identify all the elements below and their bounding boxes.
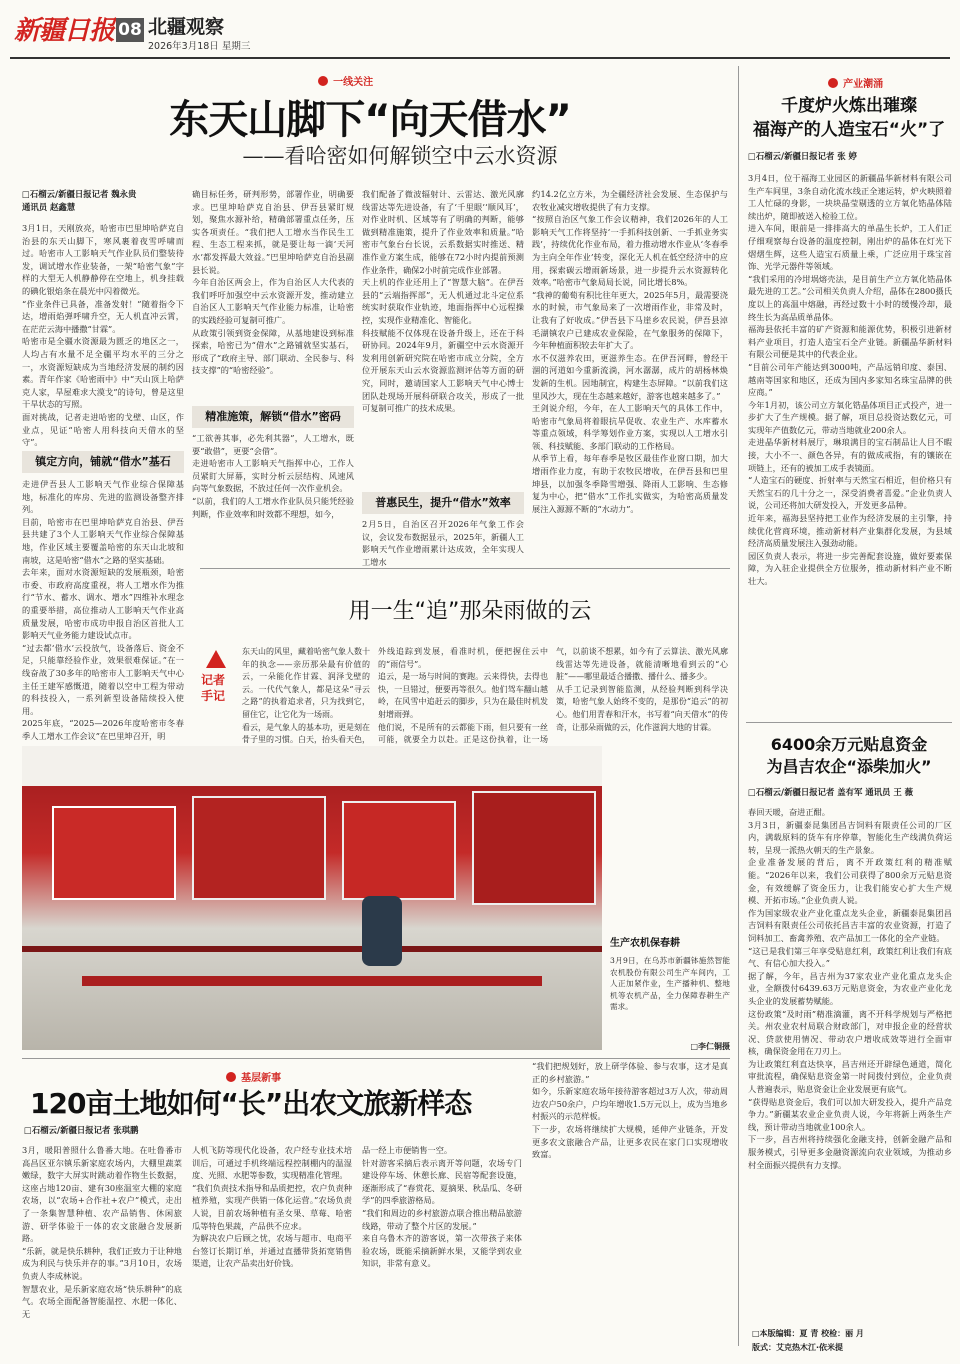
article1-tag [318,70,373,89]
article1-sub3-box [362,492,524,514]
article4-top-rule [22,1058,730,1059]
issue-date: 2026年3月18日 星期三 [148,41,251,52]
essay-col3: 气，以前谈不想累，如今有了云算法、激光风廓线雷达等先进设备，就能清晰地看到云的“心脏”——哪里最适合播撒、播什么、播多少。 从手工记录到智能监测，从经验判断到科学决策，哈密气象人始终不变的，是那份“追云”的初心。他们用青春和汗水，书写着“向天借水”的传奇，让那朵雨做的云，化作滋润大地的甘霖。 [556,647,728,732]
article3-body: 春回天暖，奋进正酣。 3月3日，新疆泰昆集团昌吉饲料有限责任公司的厂区内，满载原料的货车有序停靠，智能化生产线满负荷运转，呈现一派热火朝天的生产景象。 企业准备发展的背后，离不开政策红利的精准赋能。“2026年以来，我们公司获得了800余万元贴息资金，有效缓解了资金压力，让我们能安心扩大生产规模、开拓市场。”企业负责人说。 作为国家级农业产业化重点龙头企业，新疆泰昆集团昌吉饲料有限责任公司依托昌吉丰富的农业资源，打造了饲料加工、畜禽养殖、农产品加工一体化的全产业链。 “这已是我们第三年享受贴息红利，政策红利让我们有底气、有信心加大投入。” 据了解，今年，昌吉州为37家农业产业化重点龙头企业，全额拨付6439.63万元贴息资金，为农业产业化龙头企业的发展蓄势赋能。 这份政策“及时雨”精准滴灌，离不开科学规划与严格把关。州农业农村局联合财政部门，对申报企业的经营状况、贷款使用情况、带动农户增收成效等进行全面审核，确保资金用在刀刃上。 为让政策红利直达快享，昌吉州还开辟绿色通道，简化审批流程，确保贴息资金第一时间拨付到位，企业负责人普遍表示，贴息资金让企业发展更有底气。 “获得贴息资金后，我们可以加大研发投入，提升产品竞争力。”新疆某农业企业负责人说，今年将新上两条生产线，预计带动当地就业100余人。 下一步，昌吉州将持续强化金融支持，创新金融产品和服务模式，引导更多金融资源流向农业领域，为推动乡村全面振兴提供有力支撑。 [748,807,952,1170]
tag-dot-icon [226,1072,236,1082]
article1-col1: 3月1日，天刚放亮，哈密市巴里坤哈萨克自治县的东天山脚下，寒风裹着夜雪呼啸而过。哈密市人工影响天气作业队员们整装待发，调试增水作业装备，一架“哈密气象”字样的大型无人机静静停在空地上，机身挂载的碘化银焰条在晨光中闪着微光。 “作业条件已具备，准备发射！”随着指令下达，增雨焰弹呼啸升空，无人机直冲云霄，在茫茫云海中播撒“甘霖”。 哈密市是全疆水资源最为匮乏的地区之一，人均占有水量不足全疆平均水平的三分之一，水资源短缺成为当地经济发展的制约因素。青年作家《哈密雨中》中“天山顶上哈萨克人家，旱屋难求大漠戈”的诗句，曾是这里干旱状态的写照。 面对挑战，记者走进哈密的戈壁、山区，作业点，见证“哈密人用科技向天借水的坚守”。 [22,223,184,448]
essay-label-box [196,650,236,722]
essay-label: 记者手记 [200,673,225,703]
article1-col1b: 走进伊吾县人工影响天气作业综合保障基地，标准化的库房、先进的监测设备整齐排列。 目前，哈密市在巴里坤哈萨克自治县、伊吾县共建了3个人工影响天气作业综合保障基地，作业区域主要覆盖哈密的东天山北坡和南坡，这是哈密“借水”之路的坚实基础。 去年来，面对水资源短缺的发展瓶颈，哈密市委、市政府高度重视，将人工增水作为推行“节水、蓄水、调水、增水”四维补水理念的重要举措，高位推动人工影响天气作业高质量发展，哈密市成功申报自治区首批人工影响天气业务能力建设试点市。 “过去都‘借水’云投放气，设备落后、资金不足，只能靠经验作业，效果很难保证。”在一线奋战了30多年的哈密市人工影响天气中心主任王建军感慨道，随着以空中工程为带动的科技投入，一系列新型设备陆续投入使用。 2025年底，“2025—2026年度哈密市冬春季人工增水工作会议”在巴里坤召开，明 [22,479,184,741]
essay-col2: 外线追踪到发展，看准时机，便把握住云中的“雨信号”。 追云，是一场与时间的赛跑。云来得快，去得也快，一旦错过，便要再等很久。他们驾车翻山越岭，在风雪中追赶云的脚步，只为在最佳时机发射增雨弹。 他们说，不是所有的云都能下雨，但只要有一丝可能，就要全力以赴。正是这份执着，让一场 [378,647,548,745]
article2-tag [828,72,883,91]
article4-tag-text: 基层新事 [241,1073,282,1084]
tag-dot-icon [828,78,838,88]
pen-icon [206,650,226,668]
article1-col4: 约14.2亿立方米，为全疆经济社会发展、生态保护与农牧业减灾增收提供了有力支撑。 “按照自治区气象工作会议精神，我们2026年的人工影响天气工作将坚持‘一手抓科技创新、一手抓业务实践’，持续优化作业布局，着力推动增水作业从‘冬春季为主向全年作业’转变，深化无人机在低空经济中的应用，探索碳云增雨新场景，进一步提升云水资源转化效率。”哈密市气象局局长说，同比增长8%。 “我神的葡萄有积比往年更大，2025年5月，最需要浇水的时候，市气象局来了一次增雨作业，非常及时，让我有了好收成。”伊吾县下马崖乡农民说，伊吾县淖毛湖镇农户已建成农业保险，在气象服务的保障下，今年种植面积较去年扩大了。 水不仅滋养农田，更滋养生态。在伊吾河畔，曾经干涸的河道如今重新流淌，河水潺潺，成片的胡杨林焕发新的生机。因地制宜，构建生态屏障。“以前我们这里风沙大，现在生态越来越好，游客也越来越多了。” 王剑说介绍，今年，在人工影响天气的具体工作中，哈密市气象局将着眼抗旱促收、农业生产、水库蓄水等重点领域，科学筹划作业方案，实现以人工增水引领、科技赋能、多部门联动的工作格局。 从季节上看，每年春季是牧区最佳作业窗口期，加大增雨作业力度，有助于农牧民增收，在伊吾县和巴里坤县，以加强冬季降雪增强、降雨人工影响、生态修复为中心，把“借水”工作扎实做实，为哈密高质量发展注入源源不断的“水动力”。 [532,189,728,514]
article4-col4: “我们把规划好，放上研学体验、参与农事，这才是真正的乡村旅游。” 如今，乐新家庭农场年接待游客超过3万人次，带动周边农户50余户，户均年增收1.5万元以上，成为当地乡村振兴的示范样板。 下一步，农场将继续扩大规模，延伸产业链条，开发更多农文旅融合产品，让更多农民在家门口实现增收致富。 [532,1061,728,1160]
article1-byline: □石榴云/新疆日报记者 魏永贵 通讯员 赵鑫慧 [22,189,137,212]
article4-col1: 3月，暖阳普照什么鲁番大地。在吐鲁番市高昌区亚尔镇乐新家庭农场内，大棚里蔬菜嫩绿，数字大屏实时跳动着作物生长数据，这座占地120亩、建有30座温室大棚的家庭农场，以“农场+合作社+农户”模式，走出了一条集智慧种植、农产品销售、休闲旅游、研学体验于一体的农文旅融合发展新路。 “乐新，就是快乐耕种，我们正致力于让种地成为利民与快乐并存的事。”3月10日，农场负责人李成林说。 智慧农业，是乐新家庭农场“快乐耕种”的底气。农场全面配备智能温控、水肥一体化、无 [22,1145,182,1319]
article3-top-rule [746,722,952,723]
article1-tag-text: 一线关注 [333,77,374,88]
article1-sub1-box [22,451,184,473]
article2-tag-text: 产业潮涌 [843,79,884,90]
article2-byline: □石榴云/新疆日报记者 张 婷 [748,151,857,161]
factory-photo [22,746,602,1050]
essay-col1: 东天山的风里，藏着哈密气象人数十年的执念——亲历那朵最有价值的云，一朵能化作甘霖、润泽戈壁的云。一代代气象人，都是这朵“寻云之路”的执着追求者，只为找到它，留住它，让它化为一场雨。 看云，是气象人的基本功，更是刻在骨子里的习惯。白天，抬头看天色， [242,647,370,745]
article1-sub3: 普惠民生，提升“借水”效率 [375,496,511,509]
article2-title: 千度炉火炼出璀璨 福海产的人造宝石“火”了 [752,96,946,140]
article4-col2: 人机飞防等现代化设备，农户经专业技术培训后，可通过手机终端远程控制棚内的温湿度、光照、水肥等参数，实现精准化管理。 “我们负责技术指导和品质把控，农户负责种植养殖，实现产供销一体化运营。”农场负责人说，目前农场种植有圣女果、草莓、哈密瓜等特色果蔬，产品供不应求。 为解决农户后顾之忧，农场与超市、电商平台签订长期订单，并通过直播带货拓宽销售渠道，让农产品卖出好价钱。 [192,1145,352,1269]
article1-col3b: 2月5日，自治区召开2026年气象工作会议，会议发布数据显示，2025年，新疆人工影响天气作业增雨累计达成效，全年实现人工增水 [362,519,524,567]
footer-editor: □本版编辑：夏 青 校检：丽 月 [752,1329,864,1338]
section-title: 北疆观察 [148,16,225,38]
article4-title: 120亩土地如何“长”出农文旅新样态 [30,1087,472,1120]
article1-sub2-box [192,406,354,428]
article1-title: 东天山脚下“向天借水” [169,97,571,143]
article1-sub2: 精准施策，解锁“借水”密码 [205,410,341,423]
essay-top-rule [200,568,730,569]
essay-title: 用一生“追”那朵雨做的云 [348,599,592,624]
article4-byline: □石榴云/新疆日报记者 张琪鹏 [24,1125,139,1135]
masthead-rule [10,57,950,59]
article1-sub1: 镇定方向，铺就“借水”基石 [35,455,171,468]
masthead-logo: 新疆日报 [14,16,115,46]
article3-title: 6400余万元贴息资金 为昌吉农企“添柴加火” [766,735,932,776]
masthead [0,0,960,58]
article2-body: 3月4日，位于福海工业园区的新疆晶华新材料有限公司生产车间里，3条自动化流水线正全速运转，炉火映照着工人忙碌的身影，一块块晶莹剔透的立方氧化锆晶体陆续出炉，随即被送入检验工位。 进入车间，眼前是一排排高大的单晶生长炉，工人们正仔细观察每台设备的温度控制，刚出炉的晶体在灯光下熠熠生辉，这些人造宝石质量上乘，广泛应用于珠宝首饰、光学元器件等领域。 “我们采用的冷坩埚熔壳法，是目前生产立方氧化锆晶体最先进的工艺。”公司相关负责人介绍，晶体在2800摄氏度以上的高温中熔融，再经过数十小时的缓慢冷却，最终生长为高品质单晶体。 福海县依托丰富的矿产资源和能源优势，积极引进新材料产业项目，打造人造宝石全产业链。新疆晶华新材料有限公司便是其中的代表企业。 “目前公司年产能达到3000吨，产品远销印度、泰国、越南等国家和地区，还成为国内多家知名珠宝品牌的供应商。” 今年1月初，该公司立方氧化锆晶体项目正式投产，进一步扩大了生产规模。据了解，项目总投资达数亿元，可实现年产值数亿元，带动当地就业200余人。 走进晶华新材料展厅，琳琅满目的宝石制品让人目不暇接，大小不一、颜色各异，有的做成戒指，有的镶嵌在项链上，还有的被加工成手表镜面。 “人造宝石的硬度、折射率与天然宝石相近，但价格只有天然宝石的几十分之一，深受消费者喜爱。”企业负责人说，公司还将加大研发投入，开发更多品种。 近年来，福海县坚持把工业作为经济发展的主引擎，持续优化营商环境，推动新材料产业集群化发展，为县域经济高质量发展注入强劲动能。 园区负责人表示，将进一步完善配套设施，做好要素保障，为入驻企业提供全方位服务，推动新材料产业不断壮大。 [748,173,952,586]
article1-subtitle: ——看哈密如何解锁空中云水资源 [242,144,558,168]
photo-caption-title: 生产农机保春耕 [610,938,680,949]
footer-design: 版式：艾克热木江·依米提 [752,1343,844,1352]
article1-col2b: “工欲善其事，必先利其器”，人工增水，既要“敢借”，更要“会借”。 走进哈密市人工影响天气指挥中心，工作人员紧盯大屏幕，实时分析云层结构、风速风向等气象数据，不放过任何一次作业机会。 “以前，我们的人工增水作业队员只能凭经验判断，作业效率和时效都不理想，如今， [192,433,354,519]
column-divider [738,66,739,1346]
article4-col3: 品一经上市便销售一空。 针对游客采摘后表示离开等问题，农场专门建设停车场、休憩长廊、民宿等配套设施，逐渐形成了“春赏花、夏摘果、秋品瓜、冬研学”的四季旅游格局。 “我们和周边的乡村旅游点联合推出精品旅游线路，带动了整个片区的发展。” 来自乌鲁木齐的游客说，第一次带孩子来体验农场，既能采摘新鲜水果，又能学到农业知识，非常有意义。 [362,1145,522,1269]
article1-col2: 确目标任务，研判形势，部署作业，明确要求。巴里坤哈萨克自治县、伊吾县紧盯规划，聚焦水源补给，精确部署重点任务，压实各项责任。“我们把人工增水当作民生工程、生态工程来抓，就是要让每一滴‘天河水’都发挥最大效益。”巴里坤哈萨克自治县副县长说。 今年自治区两会上，作为自治区人大代表的我们呼吁加强空中云水资源开发，推动建立自治区人工影响天气作业能力标准，让哈密的实践经验可复制可推广。 从政策引领到资金保障，从基地建设到标准探索，哈密已为“借水”之路铺就坚实基石，形成了“政府主导、部门联动、全民参与、科技支撑”的“哈密经验”。 [192,189,354,376]
photo-caption [610,934,730,1052]
tag-dot-icon [318,76,328,86]
photo-credit: □李仁铜摄 [690,1042,730,1051]
article3-byline: □石榴云/新疆日报记者 盖有军 通讯员 王 薇 [748,787,914,797]
page-number: 08 [116,18,144,42]
article1-col3: 我们配备了微波辐射计、云雷达、激光风廓线雷达等先进设备，有了‘千里眼’‘顺风耳’，对作业时机、区域等有了明确的判断，能够做到精准施策，提升了作业效率和质量。”哈密市气象台台长说，云系数据实时推送、精准作业方案生成，能够在72小时内提前预测作业条件，确保2小时前完成作业部署。 天上机的作业还用上了“智慧大脑”。在伊吾县的“云端指挥部”，无人机通过北斗定位系统实时获取作业轨迹，地面指挥中心远程操控，实现作业精准化、智能化。 科技赋能不仅体现在设备升级上，还在于科研协同。2024年9月，新疆空中云水资源开发利用创新研究院在哈密市成立分院，全方位开展东天山云水资源监测评估等方面的研究，同时，邀请国家人工影响天气中心博士团队赴现场开展科研联合攻关，形成了一批可复制可推广的技术成果。 [362,189,524,414]
photo-caption-text: 3月9日，在乌苏市新疆钵施然智能农机股份有限公司生产车间内，工人正加紧作业，生产播种机、整地机等农机产品，全力保障春耕生产需求。 [610,956,730,1011]
